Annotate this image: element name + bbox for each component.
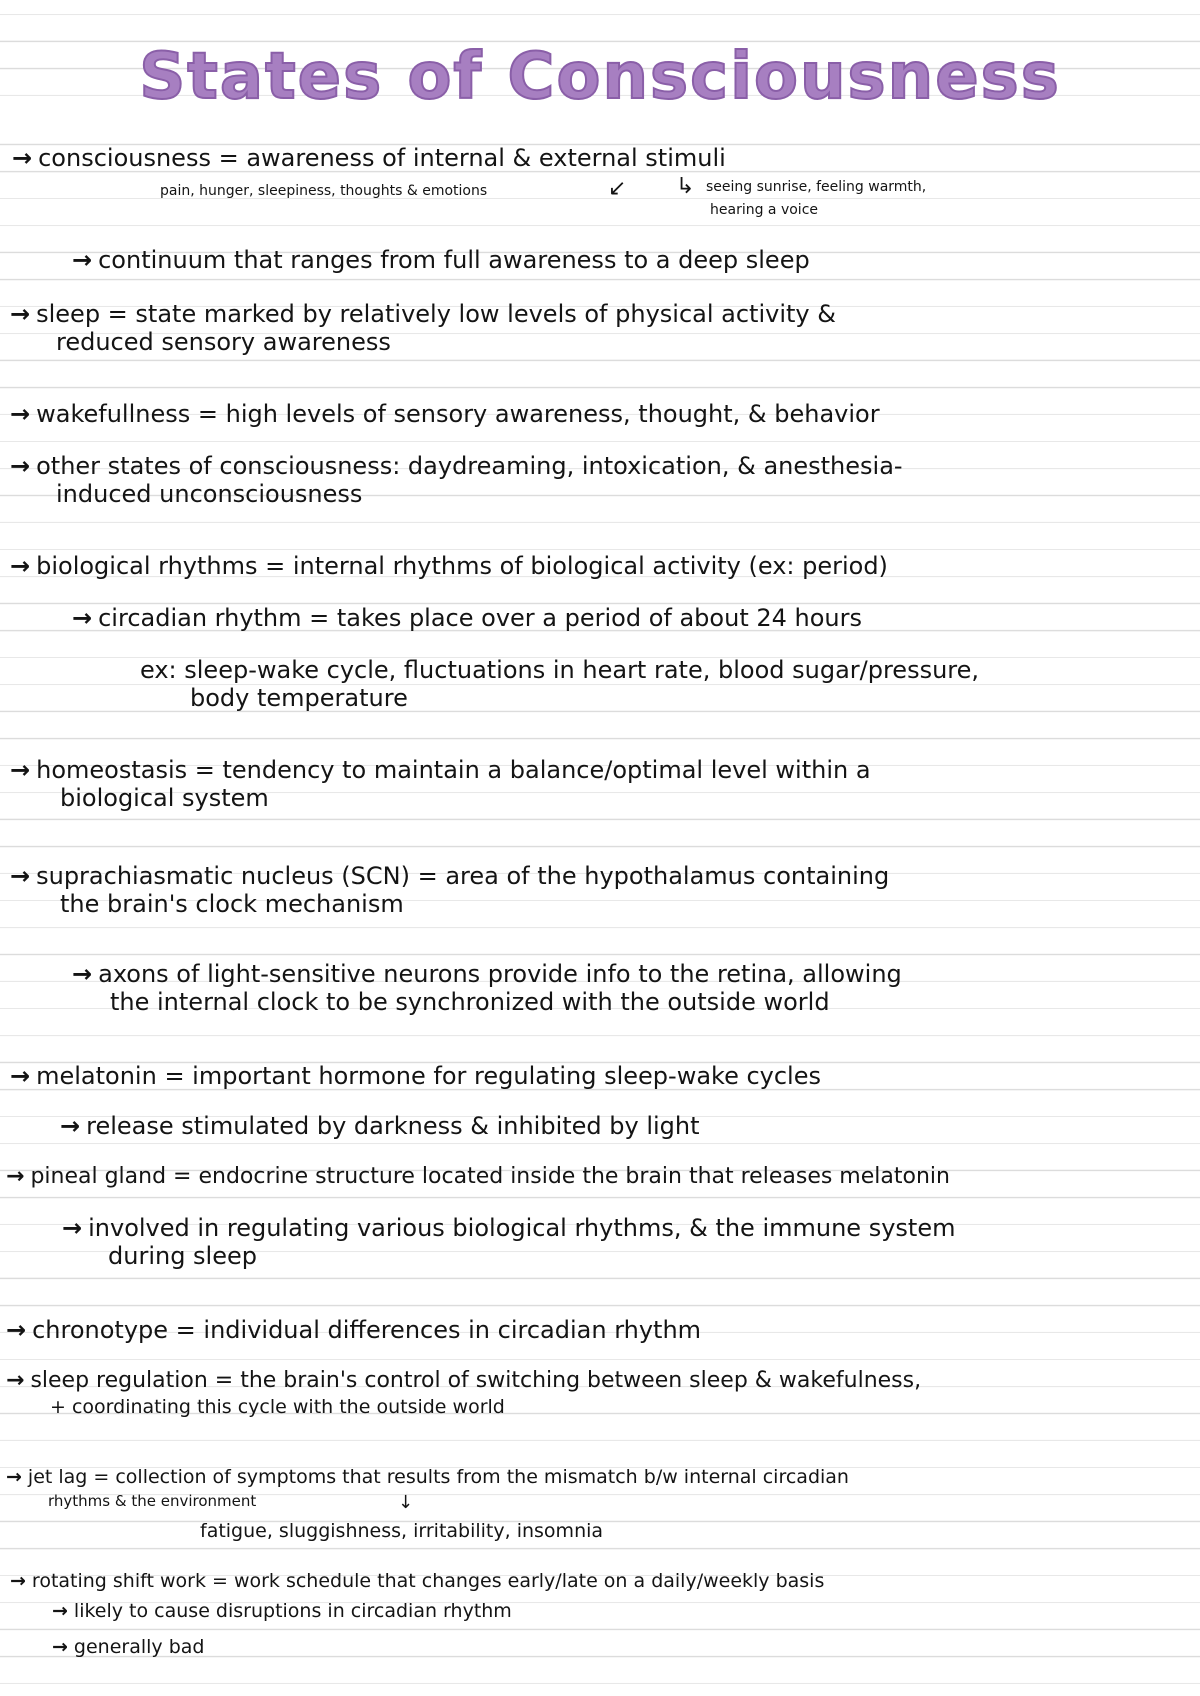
note-line — [6, 1370, 921, 1392]
note-line — [52, 1602, 512, 1621]
note-text: reduced sensory awareness — [56, 328, 391, 356]
note-text: involved in regulating various biological rhythms, & the immune system — [88, 1214, 956, 1242]
note-line — [10, 758, 871, 782]
arrow-icon: → — [72, 604, 93, 632]
note-line — [6, 1468, 849, 1487]
note-line — [72, 606, 862, 630]
arrow-icon: → — [10, 400, 31, 428]
note-text: circadian rhythm = takes place over a period of about 24 hours — [98, 604, 862, 632]
arrow-icon: → — [52, 1600, 68, 1622]
arrow-icon: → — [6, 1316, 27, 1344]
note-text: generally bad — [73, 1636, 205, 1658]
arrow-icon: → — [10, 1062, 31, 1090]
arrow-icon: → — [10, 756, 31, 784]
curved-arrow-icon: ↙ — [608, 176, 627, 201]
arrow-icon: → — [72, 960, 93, 988]
note-text: jet lag = collection of symptoms that results from the mismatch b/w internal circadian — [27, 1466, 849, 1488]
note-line — [6, 1166, 950, 1188]
note-line — [10, 454, 903, 478]
note-text: induced unconsciousness — [56, 480, 363, 508]
note-text: likely to cause disruptions in circadian rhythm — [73, 1600, 512, 1622]
note-line — [10, 1064, 821, 1088]
arrow-icon: → — [62, 1214, 83, 1242]
note-line — [62, 1216, 955, 1240]
note-line — [72, 962, 902, 986]
arrow-icon: → — [10, 1570, 26, 1592]
arrow-icon: → — [6, 1164, 25, 1189]
arrow-icon: → — [72, 246, 93, 274]
note-text: release stimulated by darkness & inhibited by light — [86, 1112, 700, 1140]
note-text: the brain's clock mechanism — [60, 890, 404, 918]
arrow-icon: → — [10, 862, 31, 890]
note-line — [60, 1114, 700, 1138]
note-subtext: hearing a voice — [710, 202, 819, 218]
note-text: consciousness = awareness of internal & external stimuli — [38, 144, 726, 172]
note-text: + coordinating this cycle with the outside world — [50, 1396, 505, 1418]
note-text: biological system — [60, 784, 269, 812]
note-text: homeostasis = tendency to maintain a balance/optimal level within a — [36, 756, 871, 784]
note-text: melatonin = important hormone for regulating sleep-wake cycles — [36, 1062, 821, 1090]
note-text: during sleep — [108, 1242, 257, 1270]
note-subtext: seeing sunrise, feeling warmth, — [706, 179, 927, 195]
arrow-icon: → — [10, 552, 31, 580]
note-text: the internal clock to be synchronized with the outside world — [110, 988, 830, 1016]
note-text: chronotype = individual differences in circadian rhythm — [32, 1316, 702, 1344]
curved-arrow-icon: ↳ — [676, 174, 695, 199]
note-line — [12, 146, 726, 170]
note-line — [10, 302, 836, 326]
note-line — [72, 248, 810, 272]
note-text: sleep regulation = the brain's control of switching between sleep & wakefulness, — [30, 1368, 922, 1393]
note-line — [10, 1572, 824, 1591]
down-arrow-icon: ↓ — [398, 1492, 414, 1513]
arrow-icon: → — [10, 452, 31, 480]
note-text: rotating shift work = work schedule that changes early/late on a daily/weekly basis — [31, 1570, 825, 1592]
arrow-icon: → — [12, 144, 33, 172]
note-text: pineal gland = endocrine structure located inside the brain that releases melatonin — [30, 1164, 950, 1189]
note-text: suprachiasmatic nucleus (SCN) = area of the hypothalamus containing — [36, 862, 890, 890]
note-text: other states of consciousness: daydreaming, intoxication, & anesthesia- — [36, 452, 903, 480]
note-text: fatigue, sluggishness, irritability, insomnia — [200, 1520, 604, 1542]
note-line — [52, 1638, 204, 1657]
note-line — [10, 864, 889, 888]
note-text: body temperature — [190, 684, 408, 712]
note-text: continuum that ranges from full awareness to a deep sleep — [98, 246, 810, 274]
arrow-icon: → — [60, 1112, 81, 1140]
note-text: rhythms & the environment — [48, 1492, 257, 1510]
note-subtext: pain, hunger, sleepiness, thoughts & emotions — [160, 183, 488, 199]
note-text: biological rhythms = internal rhythms of biological activity (ex: period) — [36, 552, 888, 580]
note-text: sleep = state marked by relatively low levels of physical activity & — [36, 300, 836, 328]
note-line — [10, 402, 880, 426]
note-text: axons of light-sensitive neurons provide info to the retina, allowing — [98, 960, 902, 988]
arrow-icon: → — [52, 1636, 68, 1658]
note-line — [6, 1318, 701, 1342]
arrow-icon: → — [6, 1466, 22, 1488]
arrow-icon: → — [10, 300, 31, 328]
arrow-icon: → — [6, 1368, 25, 1393]
page-title: States of Consciousness — [139, 40, 1061, 114]
note-text: ex: sleep-wake cycle, fluctuations in heart rate, blood sugar/pressure, — [140, 656, 980, 684]
note-line — [10, 554, 888, 578]
note-text: wakefullness = high levels of sensory awareness, thought, & behavior — [36, 400, 880, 428]
